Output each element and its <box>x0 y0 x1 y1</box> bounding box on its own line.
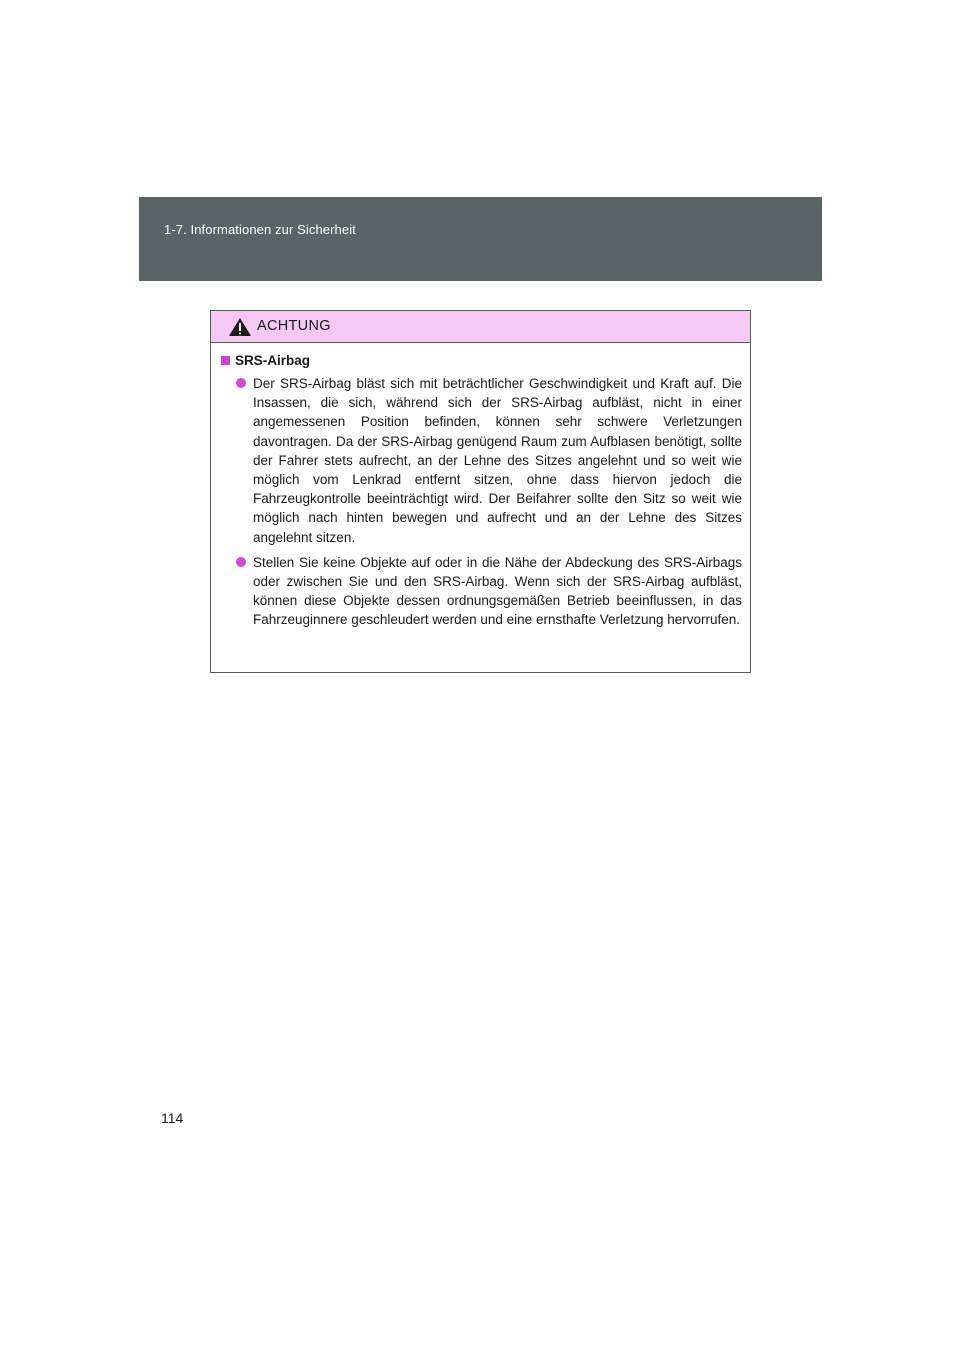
caution-heading-row <box>221 353 742 368</box>
caution-label: ACHTUNG <box>257 318 331 334</box>
caution-item-text: Stellen Sie keine Objekte auf oder in die Nähe der Abdeckung des SRS-Airbags oder zwischen Sie und den SRS-Airbag. Wenn sich der SRS-Airbag aufbläst, können diese Objekte dessen ordnungsgemäßen Betrieb beeinflussen, in das Fahrzeuginnere geschleudert werden und eine ernsthafte Verletzung hervorrufen. <box>253 554 742 628</box>
square-bullet-icon <box>221 356 230 365</box>
caution-box <box>210 310 751 673</box>
caution-heading: SRS-Airbag <box>235 353 311 368</box>
page-number: 114 <box>161 1110 184 1126</box>
caution-item <box>221 374 742 547</box>
section-title: 1-7. Informationen zur Sicherheit <box>164 222 356 237</box>
caution-header <box>211 311 750 343</box>
dot-bullet-icon <box>236 378 246 388</box>
caution-item-text: Der SRS-Airbag bläst sich mit beträchtlicher Geschwindigkeit und Kraft auf. Die Insassen, die sich, während sich der SRS-Airbag aufbläst, nicht in einer angemessenen Position befinden, können sehr schwere Verletzungen davontragen. Da der SRS-Airbag genügend Raum zum Aufblasen benötigt, sollte der Fahrer stets aufrecht, an der Lehne des Sitzes angelehnt und so weit wie möglich vom Lenkrad entfernt sitzen, ohne dass hiervon jedoch die Fahrzeugkontrolle beeinträchtigt wird. Der Beifahrer sollte den Sitz so weit wie möglich nach hinten bewegen und aufrecht und an der Lehne des Sitzes angelehnt sitzen. <box>253 376 742 545</box>
warning-triangle-icon <box>228 317 252 337</box>
dot-bullet-icon <box>236 557 246 567</box>
caution-item <box>221 553 742 630</box>
section-header-band <box>139 197 822 281</box>
caution-body <box>211 343 750 630</box>
